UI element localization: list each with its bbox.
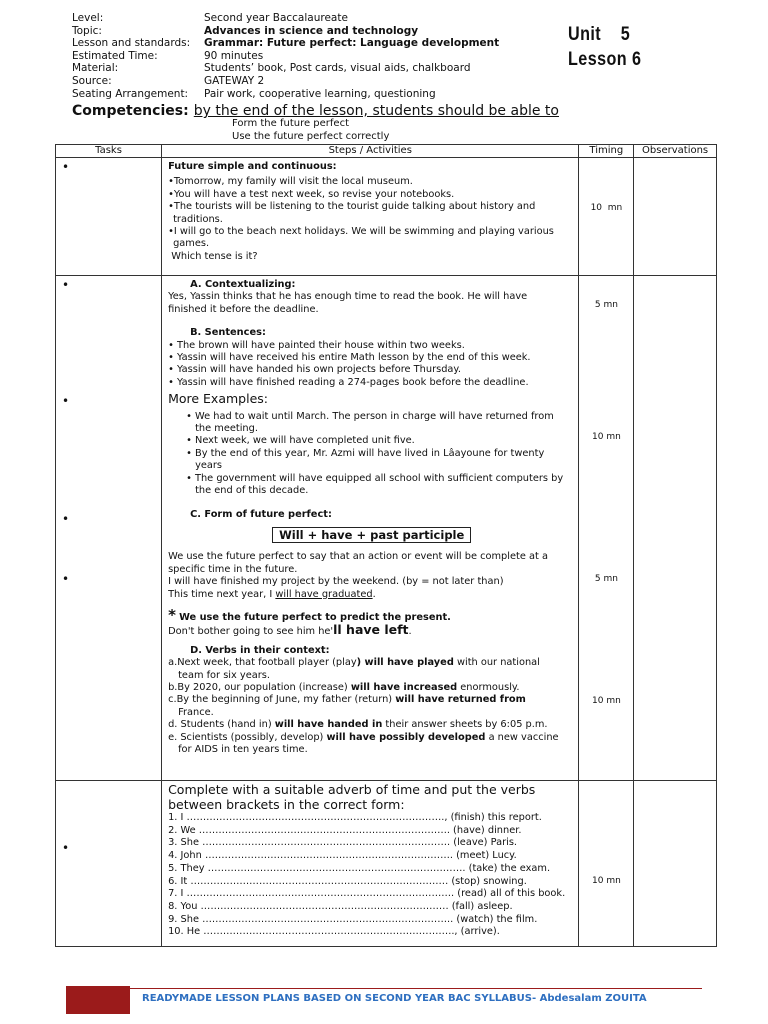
verb-item: b.By 2020, our population (increase) will have increased enormously.: [168, 681, 520, 693]
section-b-title: B. Sentences:: [190, 327, 266, 339]
example-item: We had to wait until March. The person in charge will have returned from: [194, 410, 554, 422]
steps-cell: [162, 781, 579, 947]
level-value: Second year Baccalaureate: [204, 12, 348, 24]
task-bullet: •: [62, 394, 70, 408]
task-bullet: •: [62, 841, 70, 855]
verb-item: e. Scientists (possibly, develop) will have possibly developed a new vaccine: [168, 731, 559, 743]
row1-line: •Tomorrow, my family will visit the local museum.: [168, 176, 413, 188]
section-d-title: D. Verbs in their context:: [190, 644, 330, 656]
lesson-number: Lesson 6: [568, 49, 642, 70]
objective-item: Use the future perfect correctly: [232, 131, 390, 142]
task-bullet: •: [62, 278, 70, 292]
use-line: I will have finished my project by the weekend. (by = not later than): [168, 576, 504, 588]
use-line: specific time in the future.: [168, 563, 298, 575]
exercise-item: 3. She …………………………………………………………………. (leave) Paris.: [168, 837, 518, 849]
lesson-plan-table: [55, 144, 717, 947]
tasks-cell: [56, 781, 162, 947]
verb-item: d. Students (hand in) will have handed in their answer sheets by 6:05 p.m.: [168, 719, 548, 731]
table-row: [56, 158, 717, 276]
tasks-cell: [56, 158, 162, 276]
estimated-time-label: Estimated Time:: [72, 49, 158, 62]
exercise-item: 6. It ……………………………………………………………………. (stop) snowing.: [168, 875, 527, 887]
verb-item: c.By the beginning of June, my father (return) will have returned from: [168, 694, 526, 706]
section-c-title: C. Form of future perfect:: [190, 508, 332, 520]
col-observations: Observations: [634, 145, 717, 158]
topic-label: Topic:: [72, 24, 102, 37]
timing-value: 5 mn: [594, 574, 618, 584]
seating-label: Seating Arrangement:: [72, 87, 189, 100]
source-label: Source:: [72, 74, 112, 87]
verb-item-cont: France.: [178, 706, 214, 718]
footer-text: READYMADE LESSON PLANS BASED ON SECOND YEAR BAC SYLLABUS- Abdesalam ZOUITA: [142, 993, 647, 1004]
more-examples-title: More Examples:: [168, 391, 268, 407]
sentence-item: The brown will have painted their house within two weeks.: [176, 339, 465, 351]
exercise-item: 1. I ……………………………………………………………………., (finish) this report.: [168, 812, 542, 823]
predict-rule: We use the future perfect to predict the present.: [179, 611, 451, 623]
row1-line: •You will have a test next week, so revise your notebooks.: [168, 188, 455, 200]
unit-number: Unit 5: [568, 24, 631, 45]
source-value: GATEWAY 2: [204, 74, 265, 87]
row1-question: Which tense is it?: [168, 250, 258, 262]
footer-rule: [130, 988, 702, 989]
lesson-standards-label: Lesson and standards:: [72, 37, 191, 50]
observations-cell: [634, 276, 717, 781]
timing-value: 10 mn: [590, 203, 623, 213]
row1-line: traditions.: [173, 213, 223, 225]
sentence-item: Yassin will have handed his own projects before Thursday.: [176, 364, 461, 376]
material-label: Material:: [72, 62, 119, 75]
use-line: We use the future perfect to say that an action or event will be complete at a: [168, 551, 548, 563]
header-values: [204, 12, 499, 100]
dont-bother-line: Don't bother going to see him he'll have left.: [168, 622, 412, 638]
table-row: [56, 781, 717, 947]
footer-accent-bar: [66, 986, 130, 1014]
task-bullet: •: [62, 572, 70, 586]
row2-a-line: finished it before the deadline.: [168, 303, 319, 315]
task-bullet: •: [62, 512, 70, 526]
col-steps: Steps / Activities: [162, 145, 579, 158]
exercise-item: 10. He ………………………………………………………………….., (arrive).: [168, 926, 500, 938]
timing-value: 10 mn: [592, 696, 621, 706]
exercise-item: 5. They ……………………………………………………………………. (take) the exam.: [168, 862, 551, 874]
row1-title: Future simple and continuous:: [168, 161, 337, 172]
table-row: [56, 276, 717, 781]
row1-line: •I will go to the beach next holidays. We will be swimming and playing various: [168, 226, 554, 238]
topic-value: Advances in science and technology: [204, 24, 419, 37]
objectives-list: [232, 117, 389, 143]
estimated-time-value: 90 minutes: [204, 49, 264, 62]
observations-cell: [634, 781, 717, 947]
task-bullet: •: [62, 160, 70, 174]
star-marker: *: [168, 605, 176, 624]
steps-cell: [162, 158, 579, 276]
timing-value: 10 mn: [592, 432, 621, 442]
header-labels: [72, 12, 190, 100]
timing-cell: [579, 158, 634, 276]
verb-item-cont: team for six years.: [178, 669, 271, 681]
competencies-title: Competencies:: [72, 103, 189, 119]
row1-line: •The tourists will be listening to the tourist guide talking about history and: [168, 201, 536, 213]
exercise-instruction: between brackets in the correct form:: [168, 797, 405, 812]
verb-item-cont: for AIDS in ten years time.: [178, 744, 308, 755]
example-item-cont: the end of this decade.: [195, 485, 309, 497]
col-timing: Timing: [579, 145, 634, 158]
seating-value: Pair work, cooperative learning, questioning: [204, 87, 436, 100]
verb-item: a.Next week, that football player (play) will have played with our national: [168, 657, 540, 669]
timing-value: 10 mn: [592, 876, 621, 886]
table-header-row: [56, 145, 717, 158]
timing-cell: [579, 276, 634, 781]
objective-item: Form the future perfect: [232, 118, 350, 129]
formula-box: Will + have + past participle: [272, 527, 471, 543]
observations-cell: [634, 158, 717, 276]
level-label: Level:: [72, 12, 104, 24]
exercise-item: 2. We ………………………………………………………………….. (have) dinner.: [168, 824, 522, 836]
exercise-list: [168, 812, 578, 939]
sentence-item: Yassin will have finished reading a 274-pages book before the deadline.: [176, 376, 529, 388]
exercise-item: 9. She ………………………………………………………………….. (watch) the film.: [168, 913, 538, 925]
material-value: Students’ book, Post cards, visual aids, chalkboard: [204, 62, 471, 75]
steps-cell: A. Contextualizing: Yes, Yassin thinks that he has enough time to read the book. He will have finished it before the deadline. B. Sentences: • The brown will have painted their house within two weeks. • Yassin will have received his entire Math lesson by the end of this week. • Yassin will have handed his own projects before Thursday. • Yassin will have finished reading a 274-pages book before the deadline. More Examples: • We had to wait until March. The person in charge will have returned from the meeting. • Next week, we will have completed unit five. • By the end of this year, Mr. Azmi will have lived in Lâayoune for twenty years • The government will have equipped all school with sufficient computers by the end of this decade. C. Form of future perfect: Will + have + past participle We use the future perfect to say that an action or event will be complete at a specific time in the future. I will have finished my project by the weekend. (by = not later than) This time next year, I will have graduated. * We use the future perfect to predict the present. Don't bother going to see him he'll have left. D. Verbs in their context: a.Next week, that football player (play) will have played with our national team for six years. b.By 2020, our population (increase) will have increased enormously. c.By the beginning of June, my father (return) will have returned from France. d. Students (hand in) will have handed in their answer sheets by 6:05 p.m. e. Scientists (possibly, develop) will have possibly developed a new vaccine for AIDS in ten years time.: [162, 276, 579, 781]
example-item: The government will have equipped all school with sufficient computers by: [194, 472, 564, 484]
timing-value: 5 mn: [594, 300, 618, 310]
exercise-item: 7. I ………………………………………………………………………. (read) all of this book.: [168, 888, 566, 900]
lesson-standards-value: Grammar: Future perfect: Language development: [204, 37, 500, 50]
exercise-instruction: Complete with a suitable adverb of time and put the verbs: [168, 782, 536, 797]
example-item: By the end of this year, Mr. Azmi will have lived in Lâayoune for twenty: [194, 447, 545, 459]
tasks-cell: [56, 276, 162, 781]
timing-cell: [579, 781, 634, 947]
section-a-title: A. Contextualizing:: [190, 279, 296, 290]
row1-line: games.: [173, 238, 210, 250]
example-item-cont: the meeting.: [195, 423, 258, 435]
exercise-item: 4. John …………………………………………………………………. (meet) Lucy.: [168, 850, 517, 862]
graduated-line: This time next year, I will have graduated.: [168, 588, 376, 600]
exercise-item: 8. You …………………………………………………………………. (fall) asleep.: [168, 900, 513, 912]
example-item: Next week, we will have completed unit five.: [194, 435, 415, 447]
example-item-cont: years: [195, 460, 223, 472]
col-tasks: Tasks: [56, 145, 162, 158]
competencies-subtitle: by the end of the lesson, students should be able to: [193, 103, 559, 119]
row2-a-line: Yes, Yassin thinks that he has enough time to read the book. He will have: [168, 291, 528, 303]
sentence-item: Yassin will have received his entire Math lesson by the end of this week.: [176, 352, 531, 364]
